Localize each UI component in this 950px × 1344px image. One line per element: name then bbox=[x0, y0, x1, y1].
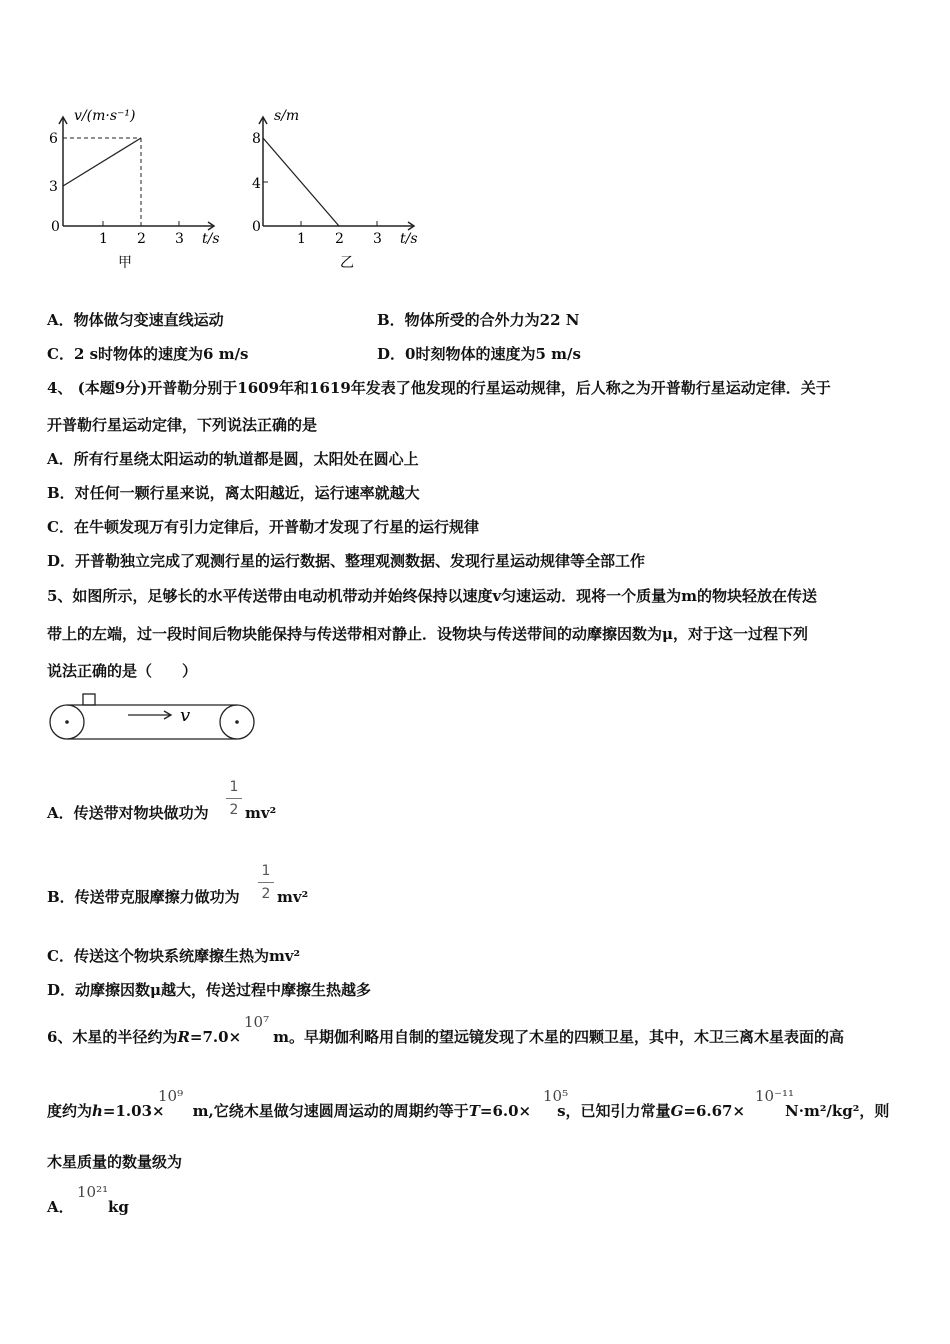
q4-option-a: A．所有行星绕太阳运动的轨道都是圆，太阳处在圆心上 bbox=[47, 450, 419, 468]
graph-jia-xtick: 1 bbox=[99, 231, 108, 247]
q4-stem-line2: 开普勒行星运动定律，下列说法正确的是 bbox=[47, 416, 318, 434]
q5-option-b-text: B．传送带克服摩擦力做功为 bbox=[47, 888, 240, 906]
graph-jia-xtick: 2 bbox=[137, 231, 146, 247]
graph-yi-ytick: 0 bbox=[252, 219, 261, 235]
graph-jia-ytick: 6 bbox=[49, 131, 58, 147]
q6-text: m。早期伽利略用自制的望远镜发现了木星的四颗卫星，其中，木卫三离木星表面的高 bbox=[273, 1028, 845, 1046]
q4-option-b: B．对任何一颗行星来说，离太阳越近，运行速率就越大 bbox=[47, 484, 420, 502]
graph-jia-xtick: 3 bbox=[175, 231, 184, 247]
graph-jia-ytick: 3 bbox=[49, 179, 58, 195]
q6-text: N·m²/kg²，则 bbox=[785, 1102, 890, 1120]
graph-yi-ylabel: s/m bbox=[274, 108, 300, 124]
q6-text: 度约为 bbox=[47, 1102, 93, 1120]
fraction-numerator: 1 bbox=[261, 863, 271, 879]
q6-option-a: A． bbox=[47, 1198, 74, 1216]
q6-var-r: R bbox=[177, 1028, 190, 1046]
q6-option-a-power: 10²¹ bbox=[77, 1183, 109, 1201]
q6-option-a-unit: kg bbox=[108, 1198, 129, 1216]
fraction-numerator: 1 bbox=[229, 779, 239, 795]
graph-jia-ylabel: v/(m·s⁻¹) bbox=[74, 108, 136, 124]
q4-option-c: C．在牛顿发现万有引力定律后，开普勒才发现了行星的运行规律 bbox=[47, 518, 479, 536]
q5-option-d: D．动摩擦因数μ越大，传送过程中摩擦生热越多 bbox=[47, 981, 371, 999]
q4-option-d: D．开普勒独立完成了观测行星的运行数据、整理观测数据、发现行星运动规律等全部工作 bbox=[47, 552, 646, 570]
q6-stem-line3: 木星质量的数量级为 bbox=[47, 1153, 183, 1171]
q6-text: =6.0× bbox=[479, 1102, 532, 1120]
q4-stem-line1: 4、 (本题9分)开普勒分别于1609年和1619年发表了他发现的行星运动规律，后人称之为开普勒行星运动定律．关于 bbox=[47, 379, 831, 397]
displacement-time-graph bbox=[240, 100, 440, 275]
q6-var-t: T bbox=[468, 1102, 480, 1120]
graph-yi-ytick: 4 bbox=[252, 176, 261, 192]
q6-var-g: G bbox=[670, 1102, 684, 1120]
q6-var-h: h bbox=[92, 1102, 103, 1120]
block bbox=[83, 694, 95, 705]
graph-jia-xlabel: t/s bbox=[202, 231, 220, 247]
q5-option-b bbox=[47, 886, 240, 908]
q5-option-c: C．传送这个物块系统摩擦生热为mv² bbox=[47, 947, 301, 965]
q3-option-d: D．0时刻物体的速度为5 m/s bbox=[377, 345, 581, 363]
q3-option-b: B．物体所受的合外力为22 N bbox=[377, 311, 580, 329]
q6-text: s，已知引力常量 bbox=[557, 1102, 671, 1120]
q5-stem-line2: 带上的左端，过一段时间后物块能保持与传送带相对静止．设物块与传送带间的动摩擦因数为μ，对于这一过程下列 bbox=[47, 625, 808, 643]
q6-text: 6、木星的半径约为 bbox=[47, 1028, 178, 1046]
fraction-one-half bbox=[226, 778, 242, 819]
q5-stem-line1: 5、如图所示，足够长的水平传送带由电动机带动并始终保持以速度v匀速运动．现将一个质量为m的物块轻放在传送 bbox=[47, 587, 818, 605]
q6-power-height: 10⁹ bbox=[158, 1087, 184, 1105]
q5-option-a-mv2: mv² bbox=[245, 804, 277, 822]
q6-power-radius: 10⁷ bbox=[244, 1013, 270, 1031]
q6-text: m,它绕木星做匀速圆周运动的周期约等于 bbox=[192, 1102, 469, 1120]
q3-option-a: A．物体做匀变速直线运动 bbox=[47, 311, 224, 329]
q5-stem-line3: 说法正确的是（ ） bbox=[47, 662, 198, 680]
q6-text: =6.67× bbox=[683, 1102, 746, 1120]
graph-jia-caption: 甲 bbox=[118, 255, 132, 271]
graph-yi-ytick: 8 bbox=[252, 131, 261, 147]
graph-yi-xtick: 3 bbox=[373, 231, 382, 247]
q6-power-gravity: 10⁻¹¹ bbox=[755, 1087, 795, 1105]
fraction-denominator: 2 bbox=[261, 886, 271, 902]
q6-text: =1.03× bbox=[102, 1102, 165, 1120]
graph-yi-xlabel: t/s bbox=[400, 231, 418, 247]
fraction-denominator: 2 bbox=[229, 802, 239, 818]
graph-yi-xtick: 2 bbox=[335, 231, 344, 247]
q3-option-c: C．2 s时物体的速度为6 m/s bbox=[47, 345, 249, 363]
q5-option-b-mv2: mv² bbox=[277, 888, 309, 906]
q6-text: =7.0× bbox=[189, 1028, 242, 1046]
q6-power-period: 10⁵ bbox=[543, 1087, 569, 1105]
q5-option-a-text: A．传送带对物块做功为 bbox=[47, 804, 209, 822]
fraction-one-half bbox=[258, 862, 274, 903]
conveyor-belt-figure bbox=[40, 688, 270, 748]
belt-velocity-label: v bbox=[180, 705, 191, 726]
q5-option-a bbox=[47, 802, 209, 824]
velocity-time-graph bbox=[40, 100, 240, 275]
graph-jia-ytick: 0 bbox=[51, 219, 60, 235]
graph-yi-xtick: 1 bbox=[297, 231, 306, 247]
q6-stem-line1 bbox=[47, 1026, 844, 1048]
graph-yi-caption: 乙 bbox=[340, 255, 354, 271]
